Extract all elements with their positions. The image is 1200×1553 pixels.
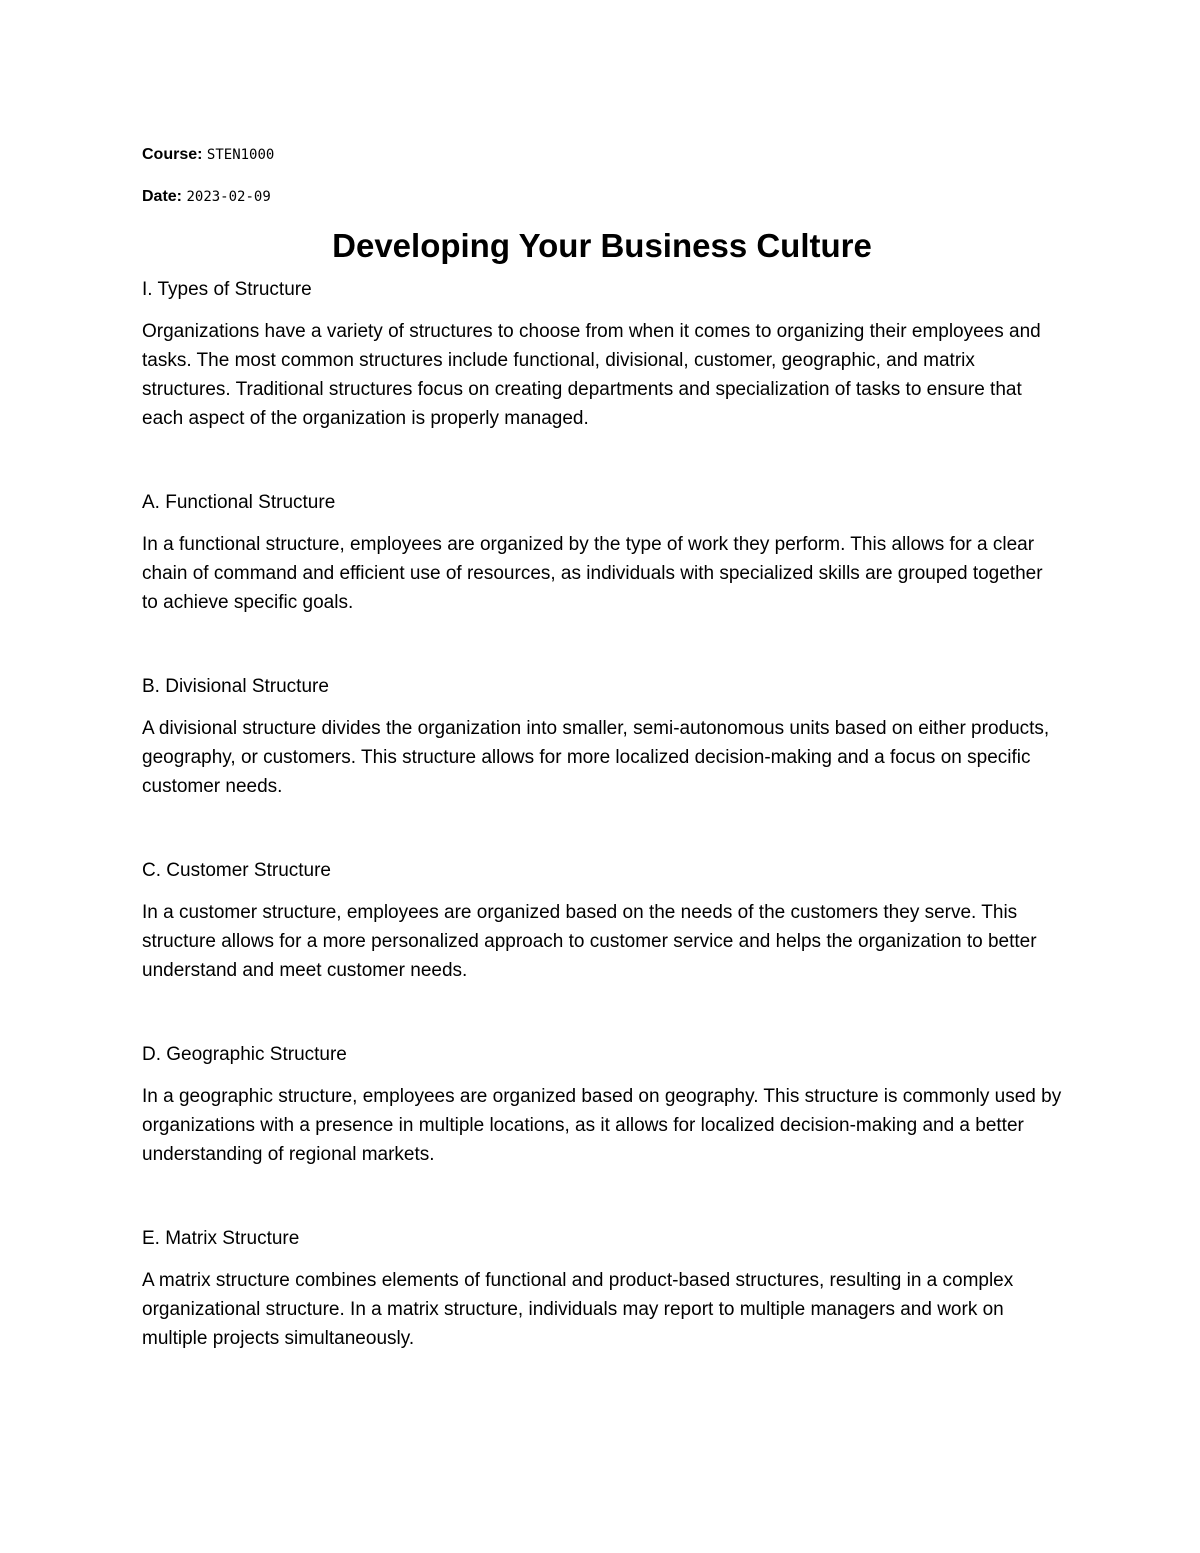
document-title: Developing Your Business Culture (332, 227, 872, 264)
date-value: 2023-02-09 (186, 189, 271, 205)
intro-paragraph: Organizations have a variety of structures to choose from when it comes to organizing their employees and tasks. The most common structures include functional, divisional, customer, geographic, and matrix structures. Traditional structures focus on creating departments and specialization of tasks to ensure that each aspect of the organization is properly managed. (142, 321, 1041, 429)
section-divisional (142, 675, 1062, 801)
section-customer (142, 859, 1062, 985)
date-label: Date: (142, 188, 183, 205)
intro-heading: I. Types of Structure (142, 279, 312, 300)
section-paragraph: In a functional structure, employees are organized by the type of work they perform. This allows for a clear chain of command and efficient use of resources, as individuals with specialized skills are grouped together to achieve specific goals. (142, 534, 1043, 613)
section-functional (142, 491, 1062, 617)
section-heading: A. Functional Structure (142, 492, 336, 513)
section-paragraph: In a geographic structure, employees are organized based on geography. This structure is commonly used by organizations with a presence in multiple locations, as it allows for localized decision-making and a better understanding of regional markets. (142, 1086, 1062, 1165)
section-heading: C. Customer Structure (142, 860, 331, 881)
section-heading: B. Divisional Structure (142, 676, 329, 697)
section-paragraph: A divisional structure divides the organization into smaller, semi-autonomous units based on either products, geography, or customers. This structure allows for more localized decision-making and a focus on specific customer needs. (142, 718, 1050, 797)
section-heading: D. Geographic Structure (142, 1044, 347, 1065)
section-heading: E. Matrix Structure (142, 1228, 300, 1249)
date-line (142, 186, 1062, 208)
document-page (142, 140, 1062, 1353)
section-geographic (142, 1043, 1062, 1169)
section-paragraph: A matrix structure combines elements of functional and product-based structures, resulting in a complex organizational structure. In a matrix structure, individuals may report to multiple managers and work on multiple projects simultaneously. (142, 1270, 1014, 1349)
course-label: Course: (142, 146, 203, 163)
course-line (142, 144, 1062, 166)
section-matrix (142, 1227, 1062, 1353)
course-value: STEN1000 (206, 147, 275, 163)
section-paragraph: In a customer structure, employees are organized based on the needs of the customers they serve. This structure allows for a more personalized approach to customer service and helps the organization to better understand and meet customer needs. (142, 902, 1037, 981)
